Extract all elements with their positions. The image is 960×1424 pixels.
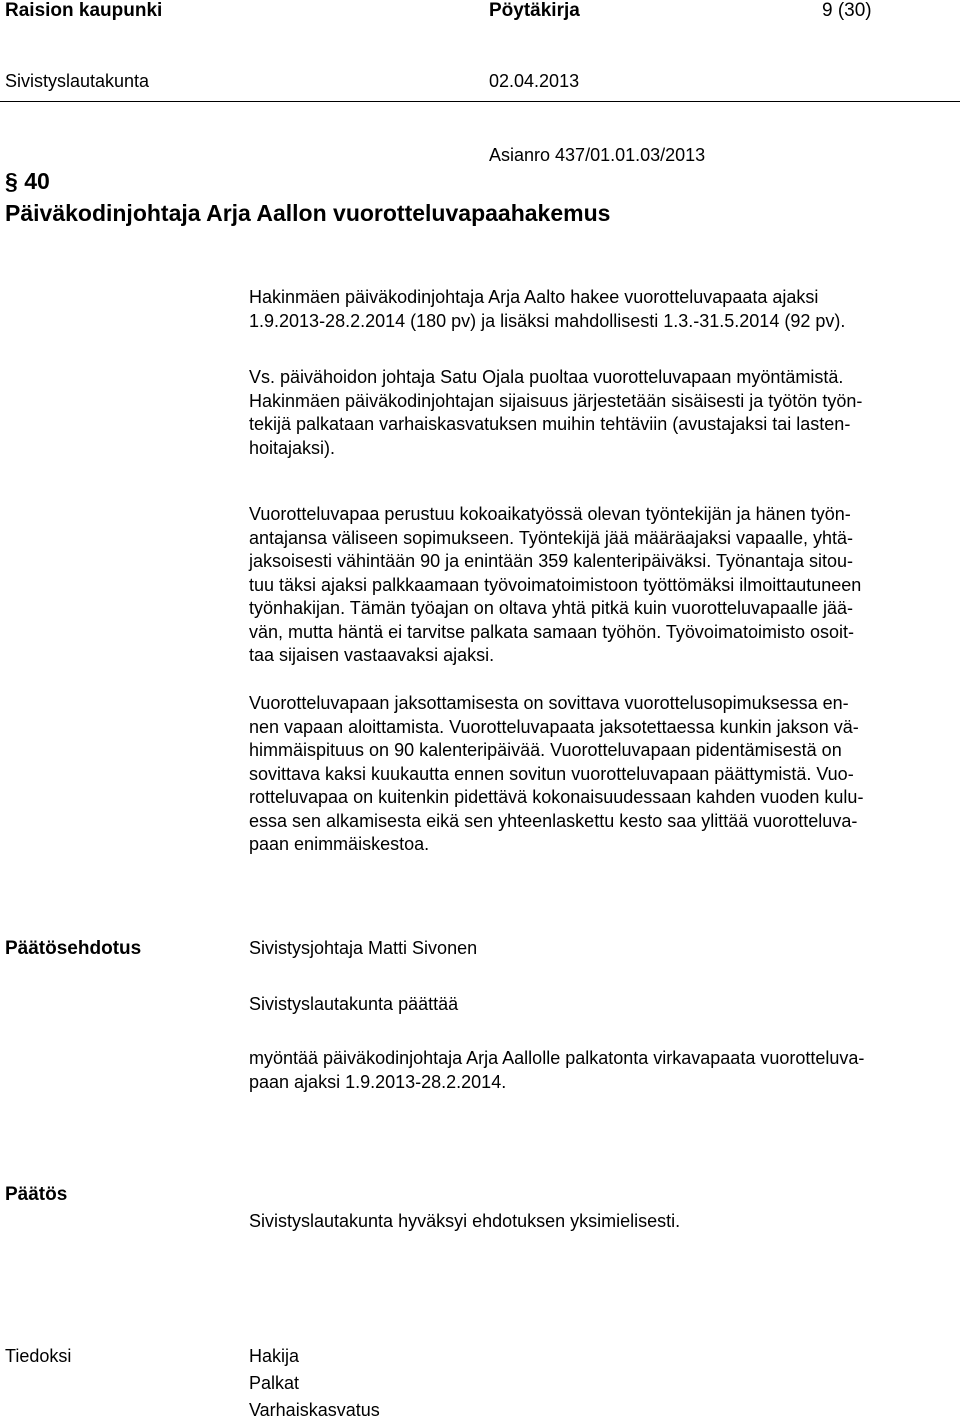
paragraph-line: sovittava kaksi kuukautta ennen sovitun vuorotteluvapaan päättymistä. Vuo- (249, 763, 854, 784)
meeting-date: 02.04.2013 (489, 71, 580, 91)
paragraph-line: Vuorotteluvapaa perustuu kokoaikatyössä olevan työntekijän ja hänen työn- (249, 504, 851, 524)
item-number: 40 (24, 168, 50, 194)
paragraph-line: taa sijaisen vastaavaksi ajaksi. (249, 645, 495, 665)
item-title: Päiväkodinjohtaja Arja Aallon vuorotteluvapaahakemus (5, 200, 611, 226)
paragraph-scheduling (249, 692, 955, 857)
page-number: 9 (30) (822, 0, 872, 21)
organization-name: Raision kaupunki (5, 0, 163, 21)
paragraph-application (249, 286, 955, 333)
decision-text: Sivistyslautakunta hyväksyi ehdotuksen yksimielisesti. (249, 1211, 681, 1231)
paragraph-line: myöntää päiväkodinjohtaja Arja Aallolle palkatonta virkavapaata vuorotteluva- (249, 1048, 865, 1068)
proposal-decides: Sivistyslautakunta päättää (249, 994, 459, 1014)
paragraph-line: paan ajaksi 1.9.2013-28.2.2014. (249, 1071, 507, 1092)
header-divider (0, 101, 960, 102)
paragraph-line: nen vapaan aloittamista. Vuorotteluvapaata jaksotettaessa kunkin jakson vä- (249, 716, 859, 737)
decision-label: Päätös (5, 1184, 68, 1205)
distribution-label: Tiedoksi (5, 1346, 72, 1366)
proposal-label: Päätösehdotus (5, 938, 142, 959)
paragraph-line: rotteluvapaa on kuitenkin pidettävä kokonaisuudessaan kahden vuoden kulu- (249, 787, 864, 807)
proposal-text (249, 1047, 955, 1094)
distribution-list (249, 1343, 380, 1424)
section-symbol: § (5, 168, 18, 194)
paragraph-line: antajansa väliseen sopimukseen. Työntekijä jää määräajaksi vapaalle, yhtä- (249, 527, 854, 548)
paragraph-line: Vs. päivähoidon johtaja Satu Ojala puoltaa vuorotteluvapaan myöntämistä. (249, 367, 844, 387)
case-number: Asianro 437/01.01.03/2013 (489, 145, 706, 165)
paragraph-line: himmäispituus on 90 kalenteripäivää. Vuorotteluvapaan pidentämisestä on (249, 740, 842, 760)
recipient: Hakija (249, 1346, 300, 1366)
paragraph-line: paan enimmäiskestoa. (249, 834, 430, 854)
paragraph-line: tuu täksi ajaksi palkkaamaan työvoimatoimistoon työttömäksi ilmoittautuneen (249, 574, 862, 595)
paragraph-line: vän, mutta häntä ei tarvitse palkata samaan työhön. Työvoimatoimisto osoit- (249, 621, 854, 642)
paragraph-rules (249, 503, 955, 668)
paragraph-line: jaksoisesti vähintään 90 ja enintään 359 kalenteripäiväksi. Työnantaja sitou- (249, 551, 854, 571)
proposal-presenter: Sivistysjohtaja Matti Sivonen (249, 938, 478, 958)
item-number-line (5, 168, 50, 195)
paragraph-line: 1.9.2013-28.2.2014 (180 pv) ja lisäksi mahdollisesti 1.3.-31.5.2014 (92 pv). (249, 310, 846, 331)
paragraph-line: tekijä palkataan varhaiskasvatuksen muihin tehtäviin (avustajaksi tai lasten- (249, 414, 851, 434)
paragraph-line: essa sen alkamisesta eikä sen yhteenlaskettu kesto saa ylittää vuorotteluva- (249, 810, 858, 831)
recipient: Palkat (249, 1373, 300, 1393)
board-name: Sivistyslautakunta (5, 71, 150, 91)
paragraph-line: Vuorotteluvapaan jaksottamisesta on sovittava vuorottelusopimuksessa en- (249, 693, 849, 713)
paragraph-line: Hakinmäen päiväkodinjohtaja Arja Aalto hakee vuorotteluvapaata ajaksi (249, 287, 819, 307)
paragraph-recommendation (249, 366, 955, 460)
paragraph-line: hoitajaksi). (249, 437, 336, 458)
recipient: Varhaiskasvatus (249, 1400, 380, 1420)
paragraph-line: Hakinmäen päiväkodinjohtajan sijaisuus järjestetään sisäisesti ja työtön työn- (249, 390, 863, 411)
document-type: Pöytäkirja (489, 0, 580, 21)
paragraph-line: työnhakijan. Tämän työajan on oltava yhtä pitkä kuin vuorotteluvapaalle jää- (249, 598, 854, 618)
